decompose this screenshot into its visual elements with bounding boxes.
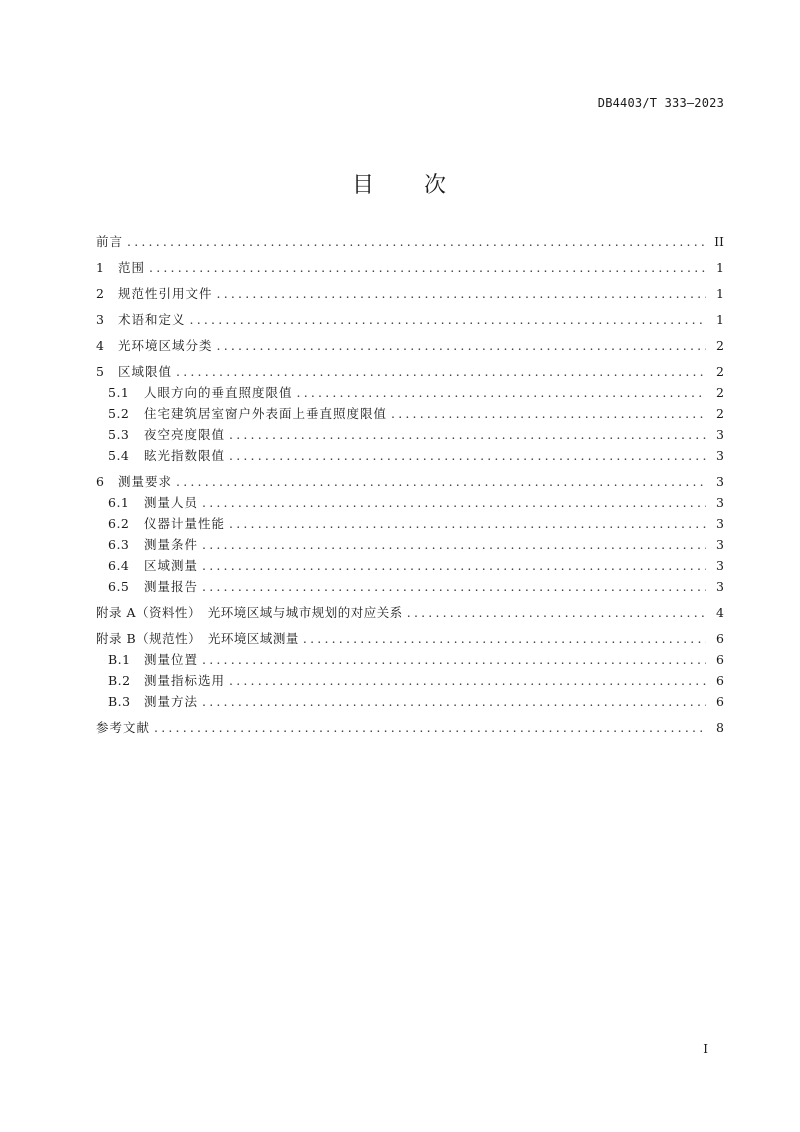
toc-leader-dots <box>391 406 706 422</box>
toc-entry-page: 1 <box>716 260 724 275</box>
toc-entry-label: 范围 <box>118 260 146 275</box>
toc-leader-dots <box>407 605 706 621</box>
toc-entry[interactable] <box>96 495 724 511</box>
toc-entry-number: 5 <box>96 364 105 379</box>
toc-leader-dots <box>127 234 706 250</box>
toc-entry-label: 规范性引用文件 <box>118 286 213 301</box>
toc-entry[interactable] <box>96 631 724 647</box>
toc-entry-label: 术语和定义 <box>118 312 186 327</box>
toc-entry-number: 6 <box>96 474 105 489</box>
toc-leader-dots <box>229 516 706 532</box>
toc-leader-dots <box>229 427 706 443</box>
toc-entry-page: 3 <box>716 448 724 463</box>
toc-entry-page: 2 <box>716 364 724 379</box>
toc-entry-label: 住宅建筑居室窗户外表面上垂直照度限值 <box>144 406 388 421</box>
toc-entry-number: 6.5 <box>108 579 130 594</box>
toc-leader-dots <box>202 537 706 553</box>
toc-leader-dots <box>202 579 706 595</box>
toc-leader-dots <box>176 474 706 490</box>
toc-entry[interactable] <box>96 406 724 422</box>
toc-entry-label: 眩光指数限值 <box>144 448 226 463</box>
toc-entry[interactable] <box>96 364 724 380</box>
toc-entry-label: 测量人员 <box>144 495 199 510</box>
toc-entry-label: 测量条件 <box>144 537 199 552</box>
toc-entry[interactable] <box>96 286 724 302</box>
toc-entry-number: 5.1 <box>108 385 130 400</box>
toc-entry[interactable] <box>96 474 724 490</box>
toc-entry-number: 6.4 <box>108 558 130 573</box>
toc-leader-dots <box>202 558 706 574</box>
toc-entry-page: 8 <box>716 720 724 735</box>
toc-entry-label: 仪器计量性能 <box>144 516 226 531</box>
toc-entry-label: 附录 A（资料性） 光环境区域与城市规划的对应关系 <box>96 605 403 620</box>
toc-entry[interactable] <box>96 652 724 668</box>
toc-leader-dots <box>202 495 706 511</box>
toc-leader-dots <box>217 286 706 302</box>
toc-entry-number: 1 <box>96 260 105 275</box>
toc-entry[interactable] <box>96 516 724 532</box>
toc-entry-number: 6.1 <box>108 495 130 510</box>
toc-entry[interactable] <box>96 694 724 710</box>
toc-entry-label: 区域测量 <box>144 558 199 573</box>
toc-entry[interactable] <box>96 537 724 553</box>
toc-entry-number: 3 <box>96 312 105 327</box>
toc-entry-page: II <box>714 234 724 249</box>
toc-leader-dots <box>202 694 706 710</box>
toc-entry-label: 测量方法 <box>144 694 199 709</box>
toc-entry[interactable] <box>96 558 724 574</box>
toc-entry-label: 测量要求 <box>118 474 173 489</box>
toc-leader-dots <box>217 338 706 354</box>
toc-entry-page: 6 <box>716 673 724 688</box>
page-number: I <box>703 1042 708 1056</box>
toc-entry-number: 5.3 <box>108 427 130 442</box>
toc-entry-page: 6 <box>716 652 724 667</box>
page-title: 目 次 <box>351 173 448 198</box>
toc-entry-page: 2 <box>716 385 724 400</box>
document-code: DB4403/T 333—2023 <box>597 96 724 110</box>
toc-entry-page: 2 <box>716 406 724 421</box>
toc-entry-label: 前言 <box>96 234 124 249</box>
toc-entry-label: 区域限值 <box>118 364 173 379</box>
toc-entry[interactable] <box>96 234 724 250</box>
toc-entry[interactable] <box>96 385 724 401</box>
toc-leader-dots <box>297 385 706 401</box>
toc-entry-page: 3 <box>716 474 724 489</box>
toc-entry-label: 附录 B（规范性） 光环境区域测量 <box>96 631 299 646</box>
toc-entry[interactable] <box>96 605 724 621</box>
toc-entry-number: 5.2 <box>108 406 130 421</box>
toc-entry-page: 3 <box>716 427 724 442</box>
toc-entry-page: 6 <box>716 694 724 709</box>
toc-leader-dots <box>202 652 706 668</box>
toc-entry-number: 2 <box>96 286 105 301</box>
toc-entry-label: 参考文献 <box>96 720 151 735</box>
toc-entry[interactable] <box>96 448 724 464</box>
table-of-contents <box>96 234 724 736</box>
toc-entry-page: 2 <box>716 338 724 353</box>
toc-entry-label: 人眼方向的垂直照度限值 <box>144 385 293 400</box>
toc-entry-label: 测量指标选用 <box>144 673 226 688</box>
toc-entry-label: 测量报告 <box>144 579 199 594</box>
toc-entry[interactable] <box>96 338 724 354</box>
toc-entry[interactable] <box>96 427 724 443</box>
toc-entry-page: 3 <box>716 558 724 573</box>
toc-entry-number: 5.4 <box>108 448 130 463</box>
toc-entry-label: 光环境区域分类 <box>118 338 213 353</box>
toc-entry[interactable] <box>96 673 724 689</box>
toc-entry-page: 3 <box>716 516 724 531</box>
toc-entry-page: 3 <box>716 495 724 510</box>
toc-entry-label: 夜空亮度限值 <box>144 427 226 442</box>
toc-entry-number: 6.3 <box>108 537 130 552</box>
toc-leader-dots <box>176 364 706 380</box>
toc-leader-dots <box>229 673 706 689</box>
toc-entry-number: B.2 <box>108 673 131 688</box>
toc-leader-dots <box>229 448 706 464</box>
toc-entry-page: 6 <box>716 631 724 646</box>
toc-entry-number: 6.2 <box>108 516 130 531</box>
toc-entry-page: 3 <box>716 537 724 552</box>
toc-entry-number: B.3 <box>108 694 131 709</box>
toc-leader-dots <box>303 631 706 647</box>
toc-leader-dots <box>149 260 706 276</box>
toc-entry[interactable] <box>96 579 724 595</box>
toc-entry-number: B.1 <box>108 652 131 667</box>
toc-entry[interactable] <box>96 720 724 736</box>
toc-leader-dots <box>154 720 706 736</box>
toc-entry-page: 1 <box>716 286 724 301</box>
toc-entry-page: 3 <box>716 579 724 594</box>
toc-leader-dots <box>190 312 706 328</box>
toc-entry[interactable] <box>96 312 724 328</box>
toc-entry-number: 4 <box>96 338 105 353</box>
toc-entry[interactable] <box>96 260 724 276</box>
toc-entry-label: 测量位置 <box>144 652 199 667</box>
toc-entry-page: 1 <box>716 312 724 327</box>
toc-entry-page: 4 <box>716 605 724 620</box>
